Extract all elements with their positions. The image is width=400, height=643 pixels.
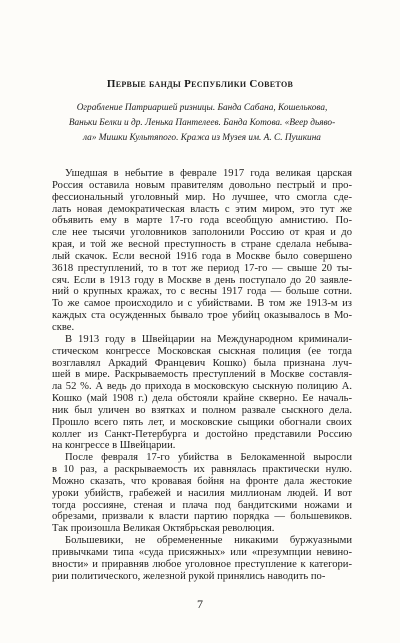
text-line: После февраля 17-го убийства в Белокаменной выросли — [65, 452, 352, 464]
text-line: лый скачок. Если весной 1916 года в Москве было совершено — [52, 250, 352, 262]
text-line: в 10 раз, а раскрываемость их равнялась практически нулю. — [52, 464, 352, 476]
text-line: края, и той же весной преступность в стране сделала небыва- — [52, 239, 352, 251]
text-line: Так произошла Великая Октябрьская революция. — [52, 523, 275, 535]
text-line: шей в мире. Раскрываемость преступлений в Москве составля- — [52, 369, 352, 381]
page-number: 7 — [197, 597, 203, 611]
text-line: То же самое происходило и с убийствами. В том же 1913-м из — [52, 298, 352, 310]
text-line: Кошко (май 1908 г.) дела обстояли крайне скверно. Ее началь- — [52, 393, 352, 405]
text-line: привычками типа «суда присяжных» или «презумпции невино- — [52, 547, 352, 558]
text-line: лать новая демократическая власть с этим миром, это тут же — [52, 203, 352, 215]
chapter-title: Первые банды Республики Советов — [106, 78, 294, 90]
body-text — [52, 168, 352, 583]
text-line: В 1913 году в Швейцарии на Международном криминали- — [65, 333, 352, 345]
text-line: 3618 преступлений, то в тот же период 17-го — свыше 20 ты- — [52, 262, 352, 274]
text-line: каждых ста осужденных бывало трое убийц оказывалось в Мо- — [52, 310, 352, 322]
paragraph — [52, 452, 352, 535]
text-line: объявить ему в марте 17-го года всеобщую амнистию. По- — [52, 215, 352, 227]
chapter-subtitle — [52, 101, 352, 146]
subtitle-line: ла» Мишки Культяпого. Кража из Музея им. А. С. Пушкина — [83, 133, 321, 143]
text-line: на конгрессе в Швейцарии. — [52, 440, 176, 452]
text-line: коллег из Санкт-Петербурга и достойно представили Россию — [52, 428, 352, 440]
text-line: сле нее тысячи уголовников заполонили Россию от края и до — [52, 227, 352, 239]
text-line: Россия оставила новым правителям довольно пестрый и про- — [52, 179, 352, 191]
paragraph — [52, 535, 352, 582]
text-line: уроки убийств, грабежей и насилия миллионам людей. И вот — [52, 487, 352, 499]
text-line: стическом конгрессе Московская сыскная полиция (ее тогда — [52, 345, 352, 357]
paragraph — [52, 334, 352, 452]
text-line: тогда россияне, стеная и плача под бандитскими ножами и — [52, 499, 352, 511]
text-line: рии политического, железной рукой принялись наводить по- — [52, 570, 326, 582]
text-line: Можно сказать, что кровавая бойня на фронте дала жестокие — [52, 475, 352, 487]
text-line: ник был уличен во взятках и полном развале сыскного дела. — [52, 404, 352, 416]
text-line: сяч. Если в 1913 году в Москве в день поступало до 20 заявле- — [52, 274, 352, 286]
text-line: Прошло всего пять лет, и московские сыщики обогнали своих — [52, 416, 352, 428]
text-line: вности» и приравняв любое уголовное преступление к категори- — [52, 558, 352, 570]
text-line: ний о крупных кражах, то с весны 1917 года — больше сотни. — [52, 286, 352, 298]
subtitle-line: Ограбление Патриаршей ризницы. Банда Сабана, Кошелькова, — [76, 103, 328, 113]
text-line: обрезами, призвали к власти партию порядка — большевиков. — [52, 511, 352, 523]
text-line: ла 52 %. А ведь до прихода в московскую сыскную полицию А. — [52, 381, 352, 393]
text-line: Ушедшая в небытие в феврале 1917 года великая царская — [65, 168, 352, 179]
paragraph — [52, 168, 352, 334]
text-line: возглавлял Аркадий Францевич Кошко) была признана луч- — [52, 357, 352, 369]
text-line: Большевики, не обремененные никакими буржуазными — [65, 535, 352, 547]
text-line: скве. — [52, 321, 75, 333]
text-line: фессиональный уголовный мир. Но лучшее, что смогла сде- — [52, 191, 352, 203]
subtitle-line: Ваньки Белки и др. Ленька Пантелеев. Банда Котова. «Веер дьяво- — [68, 118, 336, 128]
